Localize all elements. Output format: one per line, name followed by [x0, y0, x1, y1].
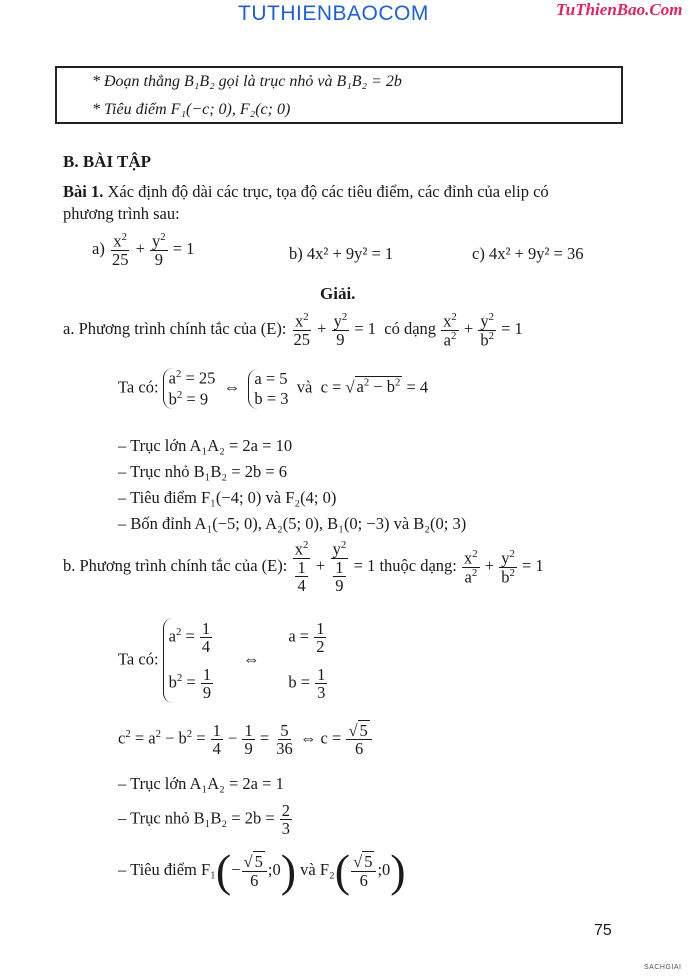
solution-b-major-axis: – Trục lớn A₁A₂ = 2a = 1	[118, 774, 284, 793]
exercise-line-1: Xác định độ dài các trục, tọa độ các tiêu điểm, các đỉnh của elip có	[107, 182, 549, 201]
solution-b-c-expression: $c^2 = a^2 - b^2$ = $\frac{1}{4}$ − $\frac{1}{9}$ = $\frac{5}{36}$ ⇔ c = $\frac{√ 5}{6}$	[118, 722, 373, 758]
solution-b-system: Ta có: $a^2$ = $\frac{1}{4}$ $b^2$ = $\frac{1}{9}$ ⇔ a = $\frac{1}{2}$ b = $\frac{1}{3}$	[118, 619, 326, 702]
watermark-logo: SACHGIAI	[644, 964, 682, 971]
brand-logo: TuThienBao.Com	[556, 0, 683, 19]
site-title: TUTHIENBAOCOM	[238, 2, 429, 25]
exercise-label: Bài 1.	[63, 182, 104, 201]
solution-a-foci: – Tiêu điểm F₁(−4; 0) và F₂(4; 0)	[118, 488, 337, 507]
solution-a-vertices: – Bốn đỉnh A₁(−5; 0), A₂(5; 0), B₁(0; −3) và B₂(0; 3)	[118, 514, 467, 533]
part-a-label: a)	[92, 238, 105, 258]
section-title: B. BÀI TẬP	[63, 152, 152, 171]
exercise-text	[63, 182, 549, 202]
exercise-line-2: phương trình sau:	[63, 204, 180, 223]
solution-a-major-axis: – Trục lớn A₁A₂ = 2a = 10	[118, 436, 293, 455]
solution-b-intro: b. Phương trình chính tắc của (E): $\frac{x^2}{\frac{1}{4}}$ + $\frac{y^2}{\frac{1}{9}}$ = 1 thuộc dạng: $\frac{x^2}{a^2}$ + $\frac{y^2}{b^2}$ = 1	[63, 539, 544, 596]
part-c-equation: c) 4x² + 9y² = 36	[472, 244, 584, 263]
part-a-equation: a) $\frac{x^2}{25}$ + $\frac{y^2}{9}$ = 1	[92, 231, 195, 269]
solution-a-intro: a. Phương trình chính tắc của (E): $\frac{x^2}{25}$ + $\frac{y^2}{9}$ = 1 có dạng $\frac{x^2}{a^2}$ + $\frac{y^2}{b^2}$ = 1	[63, 311, 523, 350]
page-number: 75	[594, 922, 612, 939]
summary-line-2: * Tiêu điểm F₁(−c; 0), F₂(c; 0)	[92, 101, 291, 118]
solution-b-minor-axis: – Trục nhỏ B₁B₂ = 2b = $\frac{2}{3}$	[118, 801, 291, 839]
solution-a-system: Ta có: $a^2 = 25$ $b^2 = 9$ ⇔ a = 5 b = 3 và c = √ $a^2 - b^2 = 4$	[118, 368, 429, 408]
summary-line-1: * Đoạn thẳng B₁B₂ gọi là trục nhỏ và B₁B₂ = 2b	[92, 73, 402, 90]
solution-heading: Giải.	[320, 284, 356, 303]
part-b-equation: b) 4x² + 9y² = 1	[289, 244, 394, 263]
solution-b-foci: – Tiêu điểm F₁(− $\frac{√ 5}{6}$ ;0) và F₂( $\frac{√ 5}{6}$ ;0)	[118, 845, 406, 896]
solution-a-minor-axis: – Trục nhỏ B₁B₂ = 2b = 6	[118, 462, 288, 481]
